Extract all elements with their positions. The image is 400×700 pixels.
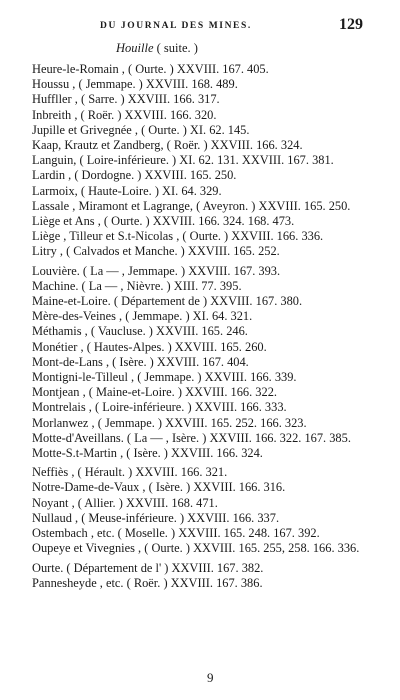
index-entry: Liège , Tilleur et S.t-Nicolas , ( Ourte. ) XXVIII. 166. 336. [32,229,324,244]
index-entry: Motte-d'Aveillans. ( La — , Isère. ) XXVIII. 166. 322. 167. 385. [32,430,351,445]
index-entry: Machine. ( La — , Nièvre. ) XIII. 77. 395. [32,278,242,293]
index-entry: Oupeye et Vivegnies , ( Ourte. ) XXVIII. 165. 255, 258. 166. 336. [32,541,360,556]
index-entry: Kaap, Krautz et Zandberg, ( Roër. ) XXVIII. 166. 324. [32,138,303,153]
section-title-main: Houille [116,41,154,55]
index-entry: Notre-Dame-de-Vaux , ( Isère. ) XXVIII. 166. 316. [32,480,286,495]
index-entry: Jupille et Grivegnée , ( Ourte. ) XI. 62. 145. [32,122,250,137]
index-entry: Inbreith , ( Roër. ) XXVIII. 166. 320. [32,107,217,122]
index-entry: Ourte. ( Département de l' ) XXVIII. 167. 382. [32,560,264,575]
index-entry: Lassale , Miramont et Lagrange, ( Aveyron. ) XXVIII. 165. 250. [32,198,351,213]
running-title: DU JOURNAL DES MINES. [100,21,252,31]
index-entry: Noyant , ( Allier. ) XXVIII. 168. 471. [32,495,218,510]
index-entry: Montrelais , ( Loire-inférieure. ) XXVIII. 166. 333. [32,400,287,415]
index-entry: Maine-et-Loire. ( Département de ) XXVIII. 167. 380. [32,294,303,309]
section-title [116,41,198,56]
index-entry: Motte-S.t-Martin , ( Isère. ) XXVIII. 166. 324. [32,446,263,461]
section-title-suffix: ( suite. ) [156,41,198,55]
index-entry: Liège et Ans , ( Ourte. ) XXVIII. 166. 324. 168. 473. [32,214,295,229]
index-entry: Méthamis , ( Vaucluse. ) XXVIII. 165. 246. [32,324,248,339]
index-entry: Mère-des-Veines , ( Jemmape. ) XI. 64. 321. [32,309,253,324]
index-entry: Huffller , ( Sarre. ) XXVIII. 166. 317. [32,92,220,107]
index-entry: Heure-le-Romain , ( Ourte. ) XXVIII. 167. 405. [32,62,269,76]
index-entry: Neffiès , ( Hérault. ) XXVIII. 166. 321. [32,465,228,480]
signature-mark: 9 [207,670,214,685]
index-entry: Lardin , ( Dordogne. ) XXVIII. 165. 250. [32,168,237,183]
index-entry: Houssu , ( Jemmape. ) XXVIII. 168. 489. [32,77,238,92]
index-entry: Montigni-le-Tilleul , ( Jemmape. ) XXVIII. 166. 339. [32,370,297,385]
index-entry: Larmoix, ( Haute-Loire. ) XI. 64. 329. [32,183,222,198]
index-entry: Montjean , ( Maine-et-Loire. ) XXVIII. 166. 322. [32,385,277,400]
index-entry: Languin, ( Loire-inférieure. ) XI. 62. 131. XXVIII. 167. 381. [32,153,334,168]
index-entry: Morlanwez , ( Jemmape. ) XXVIII. 165. 252. 166. 323. [32,415,307,430]
index-entry: Pannesheyde , etc. ( Roër. ) XXVIII. 167. 386. [32,575,263,590]
index-entry: Monétier , ( Hautes-Alpes. ) XXVIII. 165. 260. [32,339,267,354]
index-entry: Louvière. ( La — , Jemmape. ) XXVIII. 167. 393. [32,263,281,278]
index-entry: Ostembach , etc. ( Moselle. ) XXVIII. 165. 248. 167. 392. [32,526,320,541]
index-entry: Litry , ( Calvados et Manche. ) XXVIII. 165. 252. [32,244,280,259]
page-number: 129 [339,16,363,33]
index-entry-list [32,62,380,591]
index-entry: Mont-de-Lans , ( Isère. ) XXVIII. 167. 404. [32,354,249,369]
index-entry: Nullaud , ( Meuse-inférieure. ) XXVIII. 166. 337. [32,510,280,525]
